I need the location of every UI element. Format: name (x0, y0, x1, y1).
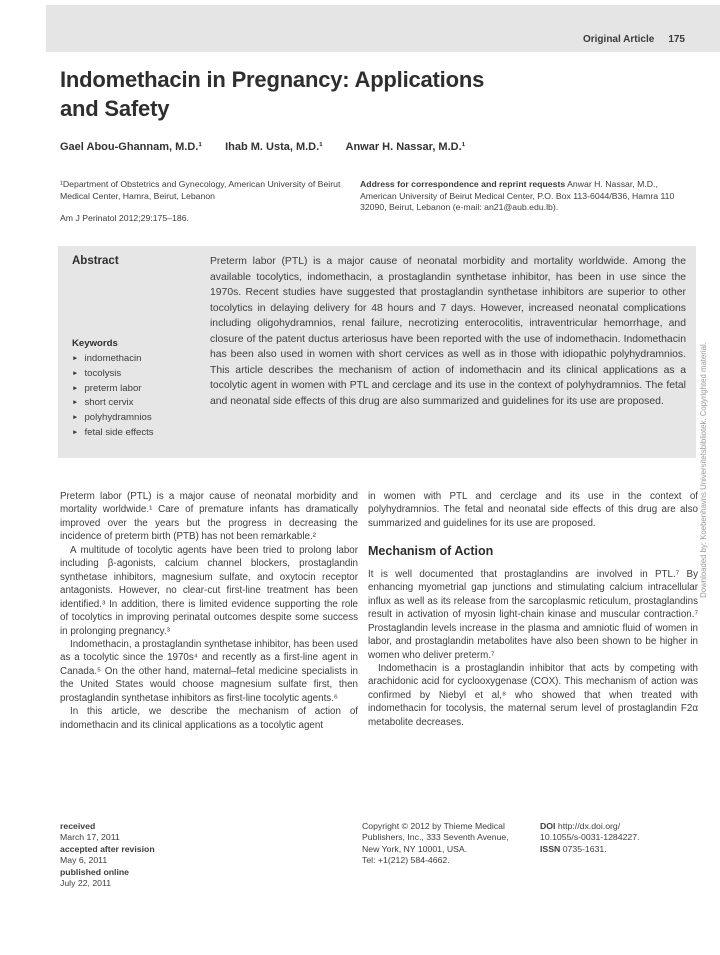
keywords-list (72, 352, 154, 441)
arrow-bullet-icon: ► (72, 384, 79, 392)
copyright-line: Copyright © 2012 by Thieme Medical (362, 821, 505, 831)
page-title (60, 65, 484, 123)
author-list (60, 141, 485, 153)
body-paragraph: Indomethacin, a prostaglandin synthetase inhibitor, has been used as a tocolytic since the 1970s⁴ and recently as a first-line agent in Canada.⁵ On the other hand, maternal–fetal medicine specialists in the United States would choose magnesium sulfate first, then prostaglandin synthetase inhibitors as first-line tocolytic agents.⁶ (60, 638, 358, 704)
body-paragraph: A multitude of tocolytic agents have been tried to prolong labor including β-agonists, calcium channel blockers, prostaglandin synthetase inhibitors, magnesium sulfate, and oxytocin receptor antagonists. However, no clear-cut first-line treatment has been identified.³ In addition, there is limited evidence supporting the role of tocolytics in improving perinatal outcomes despite some success in prolonging pregnancy.³ (60, 544, 358, 637)
history-value: May 6, 2011 (60, 855, 108, 866)
keyword-item (72, 382, 154, 397)
body-paragraph: In this article, we describe the mechanism of action of indomethacin and its clinical applications as a tocolytic agent (60, 706, 358, 731)
arrow-bullet-icon: ► (72, 355, 79, 362)
doi-block (540, 821, 698, 855)
affiliation-block (60, 179, 352, 225)
history-value: July 22, 2011 (60, 878, 112, 889)
keyword-label: tocolysis (84, 367, 122, 379)
history-label: accepted after revision (60, 843, 155, 854)
arrow-bullet-icon: ► (72, 428, 79, 436)
arrow-bullet-icon: ► (72, 369, 79, 377)
history-value: March 17, 2011 (60, 832, 120, 843)
history-label: published online (60, 866, 130, 877)
body-columns (60, 490, 698, 732)
body-paragraph: It is well documented that prostaglandins are involved in PTL.⁷ By enhancing myometrial gap junctions and stimulating calcium intracellular influx as well as its release from the sarcoplasmic reticulum, prostaglandins result in activation of myosin light-chain kinase and muscular contraction.⁷ Prostaglandin levels increase in the plasma and amniotic fluid of women in labor, and prostaglandin metabolites have also been shown to be higher in women who deliver preterm.⁷ (368, 568, 698, 661)
page-number: 175 (668, 34, 685, 45)
author: Gael Abou-Ghannam, M.D.¹ (60, 141, 202, 153)
body-paragraph: Preterm labor (PTL) is a major cause of neonatal morbidity and mortality worldwide.¹ Care of premature infants has dramatically improved over the years but the progress in decreasing the incidence of preterm birth (PTB) has not been remarkable.² (60, 491, 358, 543)
issn-value: 0735-1631. (562, 843, 607, 854)
doi-label: DOI (540, 821, 556, 831)
doi-value: 10.1055/s-0031-1284227. (540, 832, 640, 843)
keyword-item (72, 367, 154, 382)
keyword-label: preterm labor (84, 382, 142, 394)
body-paragraph: Indomethacin is a prostaglandin inhibitor that acts by competing with arachidonic acid for cyclooxygenase (COX). This mechanism of action was confirmed by Niebyl et al,⁸ who showed that when treated with indomethacin for tocolysis, the maternal serum level of prostaglandin F2α metabolite decreases. (368, 662, 698, 728)
history-label: received (60, 821, 96, 831)
copyright-line: Publishers, Inc., 333 Seventh Avenue, (362, 832, 509, 843)
abstract-label: Abstract (72, 255, 119, 267)
doi-url: http://dx.doi.org/ (557, 821, 621, 831)
keyword-item (72, 396, 154, 411)
keyword-item (72, 352, 154, 367)
keyword-label: fetal side effects (84, 426, 154, 438)
doi-line (540, 821, 698, 832)
title-line-2: and Safety (60, 96, 170, 121)
body-right-column (368, 490, 698, 732)
download-watermark: Downloaded by: Koebenhavns Universitetsbibliotek. Copyrighted material. (699, 342, 708, 598)
keyword-item (72, 426, 154, 441)
affiliation-text: ¹Department of Obstetrics and Gynecology, American University of Beirut Medical Center, Hamra, Beirut, Lebanon (60, 179, 341, 201)
copyright-line: New York, NY 10001, USA. (362, 843, 468, 854)
abstract-box (58, 246, 696, 458)
abstract-text: Preterm labor (PTL) is a major cause of neonatal morbidity and mortality worldwide. Among the available tocolytics, indomethacin, a prostaglandin synthetase inhibitor, has been in use since the 1970s. Recent studies have suggested that prostaglandin synthetase inhibitors are superior to other tocolytics in delaying delivery for 48 hours and 7 days. However, increased neonatal complications including oligohydramnios, renal failure, necrotizing enterocolitis, intraventricular hemorrhage, and closure of the patent ductus arteriosus have been reported with the use of indomethacin. Indomethacin has been also used in women with short cervices as well as in those with idiopathic polyhydramnios. This article describes the mechanism of action of indomethacin and its clinical applications as a tocolytic agent in women with PTL and cerclage and its use in the context of polyhydramnios. The fetal and neonatal side effects of this drug are also summarized and guidelines for its use are proposed. (210, 256, 686, 407)
header-band (46, 5, 720, 52)
section-label: Original Article (582, 34, 655, 45)
correspondence-label: Address for correspondence and reprint requests (360, 179, 566, 189)
arrow-bullet-icon: ► (72, 399, 79, 407)
article-history (60, 821, 280, 889)
keyword-label: indomethacin (84, 353, 142, 364)
body-paragraph: in women with PTL and cerclage and its use in the context of polyhydramnios. The fetal and neonatal side effects of this drug are also summarized and guidelines for its use are proposed. (368, 491, 698, 529)
arrow-bullet-icon: ► (72, 414, 79, 422)
author: Anwar H. Nassar, M.D.¹ (345, 141, 466, 153)
keyword-item (72, 411, 154, 426)
title-line-1: Indomethacin in Pregnancy: Applications (60, 67, 485, 92)
body-left-column (60, 490, 358, 732)
copyright-block (362, 821, 538, 867)
keyword-label: polyhydramnios (84, 412, 152, 424)
running-head (583, 34, 685, 45)
journal-citation: Am J Perinatol 2012;29:175–186. (60, 213, 189, 224)
author: Ihab M. Usta, M.D.¹ (225, 141, 323, 153)
correspondence-text: Anwar H. Nassar, M.D., American University of Beirut Medical Center, P.O. Box 113-6044/B36, Hamra 110 32090, Beirut, Lebanon (e-mail: an21@aub.edu.lb). (360, 179, 675, 213)
copyright-line: Tel: +1(212) 584-4662. (362, 855, 450, 866)
issn-label: ISSN (540, 843, 561, 854)
keywords-label: Keywords (72, 338, 118, 349)
section-heading-mechanism-of-action: Mechanism of Action (368, 544, 494, 559)
issn-line (540, 844, 698, 855)
keyword-label: short cervix (84, 397, 134, 409)
correspondence-block (360, 179, 692, 214)
